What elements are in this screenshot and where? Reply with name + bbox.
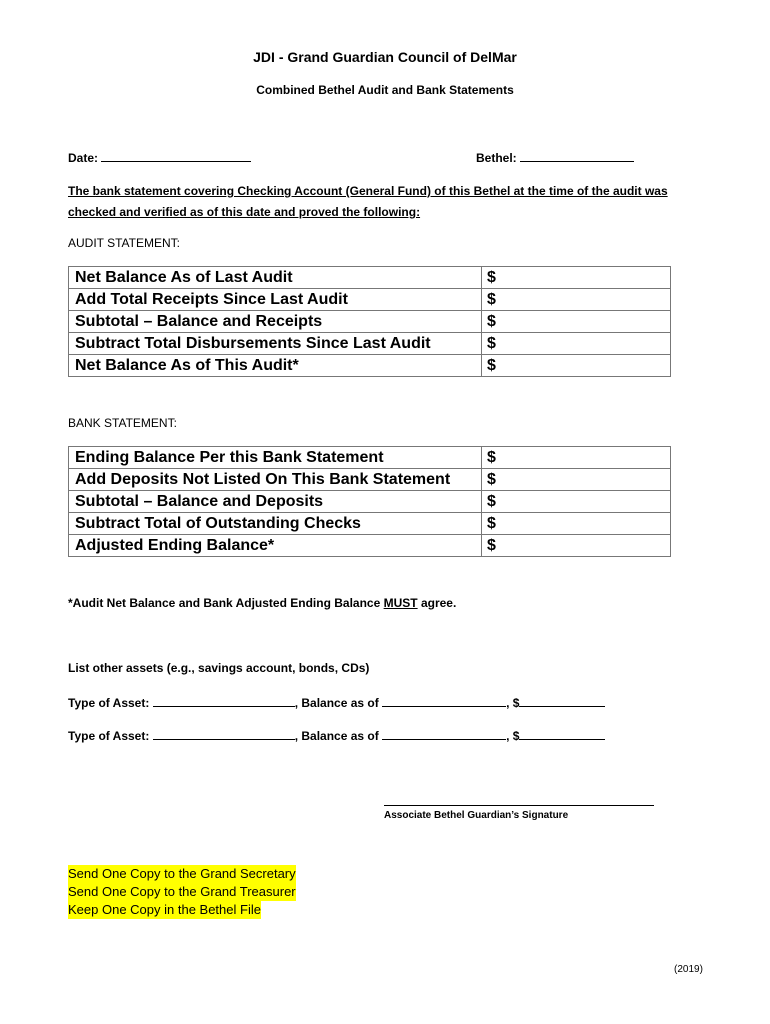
instruction-line: Send One Copy to the Grand Treasurer <box>68 884 296 899</box>
amount-cell[interactable]: $ <box>482 289 671 311</box>
table-row <box>69 469 671 491</box>
table-row <box>69 311 671 333</box>
amount-cell[interactable]: $ <box>482 311 671 333</box>
asset-type-label: Type of Asset: <box>68 696 150 710</box>
audit-statement-table <box>68 266 671 377</box>
bethel-label: Bethel: <box>476 151 517 165</box>
amount-cell[interactable]: $ <box>482 447 671 469</box>
balance-date-input-line[interactable] <box>382 727 506 740</box>
comma-separator: , <box>506 696 510 710</box>
asset-line-2 <box>68 727 605 743</box>
agreement-note <box>68 596 456 610</box>
note-suffix: agree. <box>417 596 457 610</box>
balance-date-input-line[interactable] <box>382 694 506 707</box>
amount-cell[interactable]: $ <box>482 469 671 491</box>
asset-type-input-line[interactable] <box>153 694 295 707</box>
row-label: Subtotal – Balance and Receipts <box>69 311 482 333</box>
table-row <box>69 535 671 557</box>
bethel-input-line[interactable] <box>520 149 634 162</box>
row-label: Ending Balance Per this Bank Statement <box>69 447 482 469</box>
instruction-line: Keep One Copy in the Bethel File <box>68 902 261 917</box>
row-label: Add Total Receipts Since Last Audit <box>69 289 482 311</box>
row-label: Net Balance As of Last Audit <box>69 267 482 289</box>
table-row <box>69 491 671 513</box>
table-row <box>69 447 671 469</box>
balance-amount-input-line[interactable] <box>519 694 605 707</box>
comma-separator: , <box>506 729 510 743</box>
row-label: Net Balance As of This Audit* <box>69 355 482 377</box>
date-label: Date: <box>68 151 99 165</box>
date-input-line[interactable] <box>101 149 251 162</box>
amount-cell[interactable]: $ <box>482 355 671 377</box>
row-label: Subtract Total of Outstanding Checks <box>69 513 482 535</box>
document-title: JDI - Grand Guardian Council of DelMar <box>253 49 517 65</box>
bethel-field <box>476 149 634 165</box>
row-label: Add Deposits Not Listed On This Bank Statement <box>69 469 482 491</box>
bank-statement-heading: BANK STATEMENT: <box>68 416 177 430</box>
dollar-sign: $ <box>512 729 520 743</box>
row-label: Adjusted Ending Balance* <box>69 535 482 557</box>
table-row <box>69 513 671 535</box>
row-label: Subtract Total Disbursements Since Last Audit <box>69 333 482 355</box>
amount-cell[interactable]: $ <box>482 333 671 355</box>
date-field <box>68 149 251 165</box>
signature-line[interactable] <box>384 805 654 806</box>
table-row <box>69 355 671 377</box>
asset-type-label: Type of Asset: <box>68 729 150 743</box>
signature-label: Associate Bethel Guardian’s Signature <box>384 810 569 821</box>
distribution-instructions <box>68 865 296 919</box>
table-row <box>69 333 671 355</box>
form-year: (2019) <box>674 964 703 975</box>
table-row <box>69 289 671 311</box>
amount-cell[interactable]: $ <box>482 267 671 289</box>
other-assets-intro: List other assets (e.g., savings account, bonds, CDs) <box>68 661 370 675</box>
balance-amount-input-line[interactable] <box>519 727 605 740</box>
asset-type-input-line[interactable] <box>153 727 295 740</box>
asset-line-1 <box>68 694 605 710</box>
dollar-sign: $ <box>512 696 520 710</box>
document-subtitle: Combined Bethel Audit and Bank Statements <box>256 83 514 97</box>
table-row <box>69 267 671 289</box>
instruction-line: Send One Copy to the Grand Secretary <box>68 866 296 881</box>
balance-as-of-label: , Balance as of <box>294 696 379 710</box>
amount-cell[interactable]: $ <box>482 535 671 557</box>
amount-cell[interactable]: $ <box>482 513 671 535</box>
row-label: Subtotal – Balance and Deposits <box>69 491 482 513</box>
audit-statement-heading: AUDIT STATEMENT: <box>68 236 181 250</box>
note-emphasis: MUST <box>383 596 418 610</box>
note-prefix: *Audit Net Balance and Bank Adjusted Ending Balance <box>68 596 384 610</box>
bank-statement-table <box>68 446 671 557</box>
balance-as-of-label: , Balance as of <box>294 729 379 743</box>
verification-statement: The bank statement covering Checking Account (General Fund) of this Bethel at the time of the audit was checked and verified as of this date and proved the following: <box>68 184 668 219</box>
amount-cell[interactable]: $ <box>482 491 671 513</box>
